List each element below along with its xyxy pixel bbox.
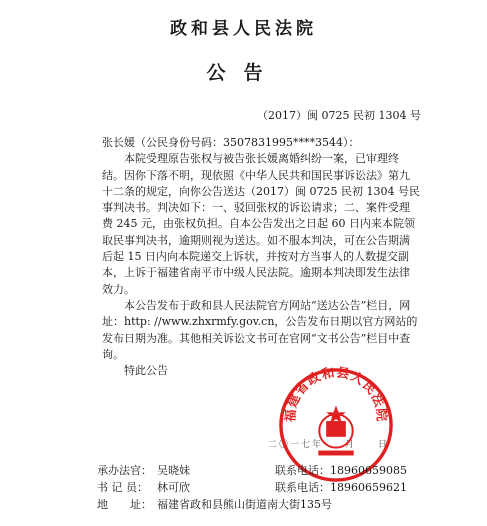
judge-phone-label: 联系电话： [275, 464, 330, 477]
addressee: 张长媛（公民身份号码：3507831995****3544）： [102, 136, 360, 149]
judge-name: 吴晓妹 [157, 464, 190, 477]
paragraph-closing: 特此公告 [124, 364, 168, 378]
address-label: 地 址： [97, 498, 152, 511]
address-value: 福建省政和县熊山街道南大街135号 [157, 498, 332, 511]
clerk-name: 林可欣 [157, 481, 190, 494]
clerk-phone-label: 联系电话： [275, 481, 330, 494]
case-number: （2017）闽 0725 民初 1304 号 [257, 109, 421, 122]
notice-title: 公告 [206, 62, 281, 84]
paragraph-judgment: 本院受理原告张权与被告张长媛离婚纠纷一案，已审理终结。因你下落不明，现依照《中华人民共和国民事诉讼法》第九十二条的规定，向你公告送达（2017）闽 0725 民初 1304 号民事判决书。判决如下：一、驳回张权的诉讼请求；二、案件受理费 245 元，由张权负担。自本公告发出之日起 60 日内来本院领取民事判决书，逾期则视为送达。如不服本判决，可在公告期满后起 15 日内向本院递交上诉状，并按对方当事人的人数提交副本，上诉于福建省南平市中级人民法院。逾期本判决即发生法律效力。 [102, 152, 420, 296]
address-row [97, 496, 437, 513]
judge-phone: 18960659085 [330, 464, 407, 477]
footer-contacts [97, 462, 437, 513]
notice-body [102, 135, 420, 379]
paragraph-website: 本公告发布于政和县人民法院官方网站“送达公告”栏目，网址：http: //www.zhxrmfy.gov.cn，公告发布日期以官方网站的发布日期为准。其他相关诉讼文书可在官网“文书公告”栏目中查询。 [102, 298, 418, 361]
judge-label: 承办法官： [97, 464, 152, 477]
svg-text:福建省政和县人民法院: 福建省政和县人民法院 [283, 366, 389, 423]
clerk-label: 书 记 员： [97, 481, 148, 494]
clerk-phone: 18960659621 [330, 481, 407, 494]
judge-row [97, 462, 437, 479]
clerk-row [97, 479, 437, 496]
court-name: 政和县人民法院 [170, 19, 317, 39]
notice-date: 二〇一七年 月 日 [268, 440, 390, 450]
